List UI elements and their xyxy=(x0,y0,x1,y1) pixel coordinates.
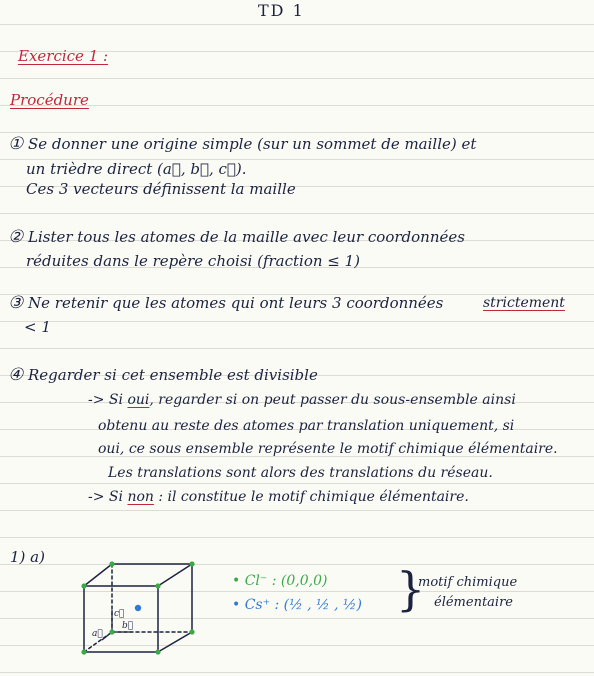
procedure-heading: Procédure xyxy=(10,91,89,109)
highlight-non: non xyxy=(127,489,154,505)
step-1-line-3: Ces 3 vecteurs définissent la maille xyxy=(26,180,296,198)
part-label: 1) a) xyxy=(10,548,45,566)
motif-label-line-1: motif chimique xyxy=(418,575,518,590)
highlight-oui: oui xyxy=(127,392,150,408)
step-4-line-2: -> Si oui, regarder si on peut passer du sous-ensemble ainsi xyxy=(88,392,516,408)
step-1-line-2: un trièdre direct (a⃗, b⃗, c⃗). xyxy=(26,160,247,178)
cs-atom xyxy=(135,605,141,611)
step-3-line-1: Ne retenir que les atomes qui ont leurs 3 coordonnées xyxy=(28,294,444,312)
motif-brace: } xyxy=(396,562,426,616)
axis-label-c: c⃗ xyxy=(114,609,125,619)
axis-label-a: a⃗ xyxy=(92,629,103,639)
step-4-line-1: Regarder si cet ensemble est divisible xyxy=(28,366,318,384)
step-2-number: ② xyxy=(8,227,24,247)
step-3-emphasis: strictement xyxy=(483,295,565,311)
exercise-heading: Exercice 1 : xyxy=(18,47,109,65)
motif-label-line-2: élémentaire xyxy=(434,595,513,610)
step-4-line-5: Les translations sont alors des translations du réseau. xyxy=(108,465,493,481)
axis-label-b: b⃗ xyxy=(122,621,134,631)
step-2-line-2: réduites dans le repère choisi (fraction ≤ 1) xyxy=(26,252,361,270)
step-4-line-3: obtenu au reste des atomes par translation uniquement, si xyxy=(98,418,515,434)
cs-atom-label: • Cs⁺ : (½ , ½ , ½) xyxy=(232,597,362,613)
step-1-number: ① xyxy=(8,134,24,154)
page-title: TD 1 xyxy=(258,1,305,20)
step-1-line-1: Se donner une origine simple (sur un sommet de maille) et xyxy=(28,135,477,153)
step-4-line-4: oui, ce sous ensemble représente le motif chimique élémentaire. xyxy=(98,441,558,457)
step-3-number: ③ xyxy=(8,293,24,313)
cl-atom-label: • Cl⁻ : (0,0,0) xyxy=(232,573,328,589)
step-2-line-1: Lister tous les atomes de la maille avec leur coordonnées xyxy=(28,228,465,246)
unit-cell-diagram xyxy=(76,556,200,656)
cs-atom-text: Cs⁺ : (½ , ½ , ½) xyxy=(244,597,362,613)
step-4-number: ④ xyxy=(8,365,24,385)
step-4-line-6: -> Si non : il constitue le motif chimique élémentaire. xyxy=(88,489,469,505)
cl-atom-text: Cl⁻ : (0,0,0) xyxy=(244,573,328,589)
step-3-line-2: < 1 xyxy=(24,318,51,336)
